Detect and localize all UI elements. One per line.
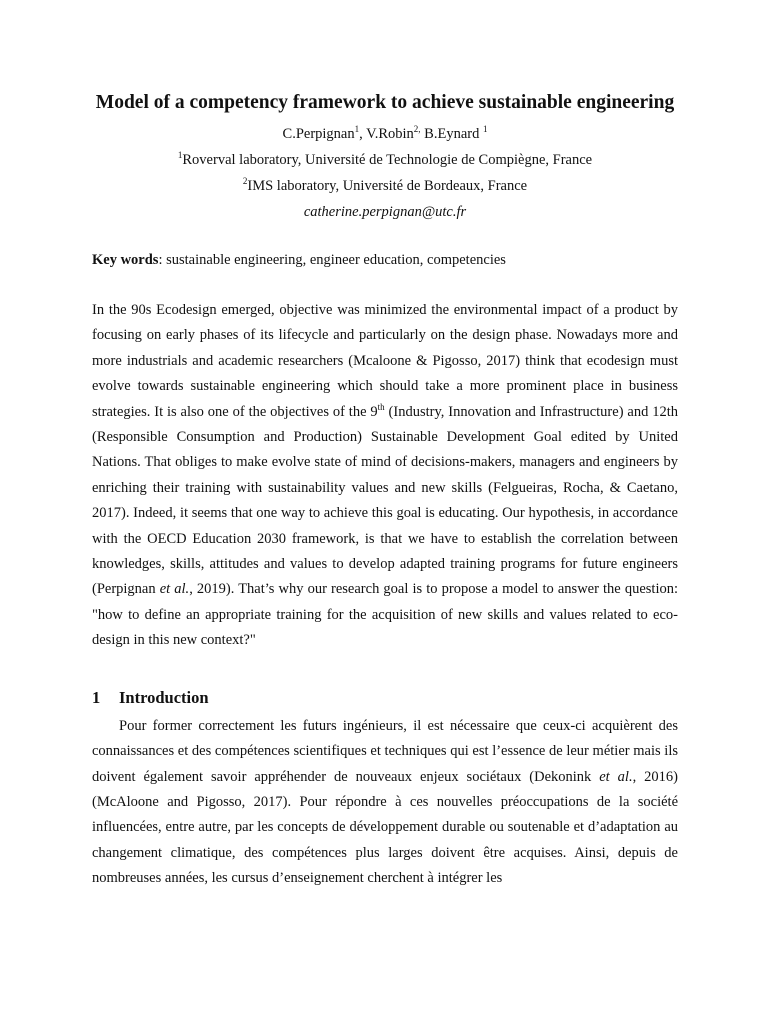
abstract-paragraph bbox=[92, 298, 678, 654]
section-heading-introduction bbox=[92, 685, 678, 711]
introduction-text: Pour former correctement les futurs ingénieurs, il est nécessaire que ceux-ci acquièrent des connaissances et des compétences scientifiques et techniques qui est l’essence de leur métier mais ils doivent également savoir appréhender de nouveaux enjeux sociétaux (Dekonink bbox=[92, 717, 678, 785]
section-number: 1 bbox=[92, 687, 101, 707]
author-superscript: 1 bbox=[482, 124, 488, 135]
author-superscript: 1 bbox=[354, 124, 360, 135]
section-title: Introduction bbox=[119, 687, 209, 707]
paper-page bbox=[92, 84, 678, 892]
author-line bbox=[92, 121, 678, 147]
keywords-line bbox=[92, 247, 678, 273]
abstract-et-al: et al. bbox=[159, 581, 190, 598]
introduction-et-al: et al. bbox=[599, 768, 633, 785]
abstract-superscript: th bbox=[377, 401, 385, 412]
author-name: C.Perpignan bbox=[282, 126, 355, 142]
affiliation-superscript: 1 bbox=[177, 150, 183, 161]
abstract-text: , 2019). That’s why our research goal is to propose a model to answer the question: "how to define an appropriate training for the acquisition of new skills and values related to eco-design in this new context?" bbox=[92, 581, 678, 649]
author-superscript: 2, bbox=[413, 124, 421, 135]
introduction-text: , 2016) (McAloone and Pigosso, 2017). Pour répondre à ces nouvelles préoccupations de la société influencées, entre autre, par les concepts de développement durable ou soutenable et d’adaptation au changement climatique, des compétences plus larges doivent être acquises. Ainsi, depuis de nombreuses années, les cursus d’enseignement cherchent à intégrer les bbox=[92, 768, 678, 887]
affiliation-text: IMS laboratory, Université de Bordeaux, France bbox=[247, 178, 528, 194]
author-name: , V.Robin bbox=[359, 126, 414, 142]
abstract-text: (Industry, Innovation and Infrastructure) and 12th (Responsible Consumption and Production) Sustainable Development Goal edited by United Nations. That obliges to make evolve state of mind of decisions-makers, managers and engineers by enriching their training with sustainability values and new skills (Felgueiras, Rocha, & Caetano, 2017). Indeed, it seems that one way to achieve this goal is educating. Our hypothesis, in accordance with the OECD Education 2030 framework, is that we have to establish the correlation between knowledges, skills, attitudes and values to develop adapted training programs for future engineers (Perpignan bbox=[92, 403, 679, 598]
affiliation-text: Roverval laboratory, Université de Technologie de Compiègne, France bbox=[182, 152, 593, 168]
abstract-text: In the 90s Ecodesign emerged, objective was minimized the environmental impact of a product by focusing on early phases of its lifecycle and particularly on the design phase. Nowadays more and more industrials and academic researchers (Mcaloone & Pigosso, 2017) think that ecodesign must evolve towards sustainable engineering which should take a more prominent place in business strategies. It is also one of the objectives of the 9 bbox=[92, 302, 678, 420]
author-name: B.Eynard bbox=[420, 126, 483, 142]
author-email: catherine.perpignan@utc.fr bbox=[303, 204, 467, 220]
affiliation-superscript: 2 bbox=[242, 176, 248, 187]
introduction-paragraph bbox=[92, 714, 678, 892]
keywords-text: : sustainable engineering, engineer education, competencies bbox=[158, 252, 506, 268]
paper-title: Model of a competency framework to achieve sustainable engineering bbox=[95, 92, 675, 113]
affiliation-2 bbox=[92, 173, 678, 199]
keywords-label: Key words bbox=[92, 252, 159, 268]
affiliation-1 bbox=[92, 147, 678, 173]
